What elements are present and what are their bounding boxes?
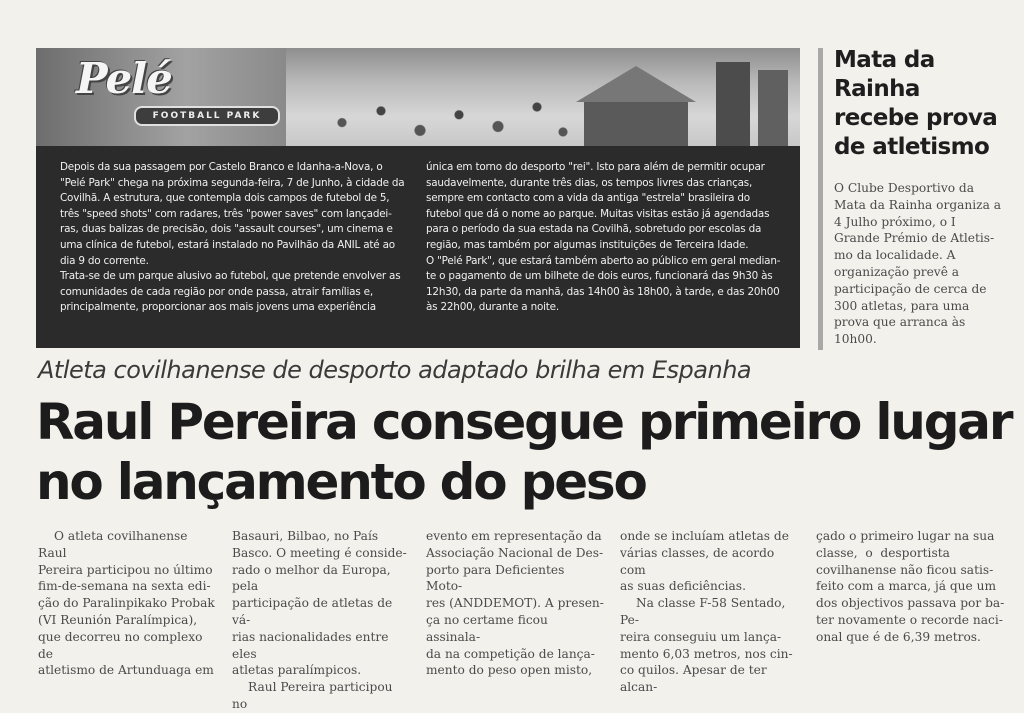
caption-line: Trata-se de um parque alusivo ao futebol, que pretende envolver as [60,270,401,283]
column-line: Pereira participou no último [38,562,213,577]
sidebar-body-line: 4 Julho próximo, o I [834,214,956,229]
column-line: ça no certame ficou assinala- [426,612,548,644]
sidebar-title-line: de atletismo [834,134,990,160]
sidebar-rule [818,48,823,350]
column-line: que decorreu no complexo de [38,629,203,661]
sidebar-title-line: Mata da [834,47,935,73]
pele-park-photo [36,48,800,146]
column-line: Associação Nacional de Des- [426,545,604,560]
article-column-4 [620,528,798,696]
article-column-5 [816,528,1006,646]
sidebar-body-line: organização prevê a [834,264,960,279]
column-line: Basauri, Bilbao, no País [232,529,379,543]
caption-line: "Pelé Park" chega na próxima segunda-feira, 7 de Junho, à cidade da [60,176,405,189]
photo-box [36,48,800,348]
caption-line: às 22h00, durante a noite. [426,301,559,314]
sidebar-title [834,46,1014,162]
column-line: Na classe F-58 Sentado, Pe- [620,596,786,627]
article-column-1 [38,528,216,679]
column-line: (VI Reunión Paralímpica), [38,612,198,627]
column-line: atletas paralímpicos. [232,663,362,678]
caption-line: Covilhã. A estrutura, que contempla dois campos de futebol de 5, [60,192,390,205]
caption-line: única em torno do desporto "rei". Isto para além de permitir ocupar [426,161,765,173]
column-line: feito com a marca, já que um [816,579,997,594]
article-kicker: Atleta covilhanense de desporto adaptado brilha em Espanha [38,356,752,384]
column-line: evento em representação da [426,529,602,543]
caption-line: te o pagamento de um bilhete de dois euros, funcionará das 9h30 às [426,270,773,283]
article-column-3 [426,528,604,679]
column-line: ção do Paralinpikako Probak [38,596,215,611]
sidebar-body-line: participação de cerca de [834,281,987,296]
column-line: covilhanense não ficou satis- [816,562,994,577]
sidebar-body [834,180,1004,348]
sidebar-body-line: O Clube Desportivo da [834,181,974,195]
photo-caption-right [426,160,788,316]
headline-line: Raul Pereira consegue primeiro lugar [36,393,1012,451]
column-line: çado o primeiro lugar na sua [816,529,995,543]
column-line: co quilos. Apesar de ter alcan- [620,663,767,695]
article-column-2 [232,528,410,713]
column-line: dos objectivos passava por ba- [816,596,1005,611]
sidebar-body-line: Mata da Rainha organiza a [834,197,1001,212]
photo-tent [576,66,696,102]
column-line: porto para Deficientes Moto- [426,562,565,594]
column-line: classe, o desportista [816,545,950,560]
caption-line: 12h30, da parte da manhã, das 14h00 às 18h00, à tarde, e das 20h00 [426,285,780,298]
caption-line: sempre em contacto com a vida da antiga "estrela" brasileira do [426,192,750,205]
column-line: mento 6,03 metros, nos cin- [620,646,793,661]
column-line: O atleta covilhanense Raul [38,529,188,560]
headline-line: no lançamento do peso [36,453,646,511]
photo-tent-base [584,102,688,146]
caption-line: dia 9 do corrente. [60,254,149,267]
column-line: da na competição de lança- [426,646,595,661]
football-park-badge: FOOTBALL PARK [134,106,280,126]
column-line: rias nacionalidades entre eles [232,629,389,661]
column-line: mento do peso open misto, [426,663,593,678]
sidebar-title-line: recebe prova [834,105,998,131]
column-line: as suas deficiências. [620,579,746,594]
caption-line: comunidades de cada região por onde passa, atrair famílias e, [60,285,373,298]
photo-crowd [316,68,576,146]
caption-line: para o período da sua estada na Covilhã, sobretudo por escolas da [426,223,762,236]
sidebar-body-line: Grande Prémio de Atletis- [834,231,995,246]
caption-line: ras, duas balizas de precisão, dois "assault courses", um cinema e [60,223,393,236]
column-line: onal que é de 6,39 metros. [816,629,981,644]
photo-banner-2 [758,70,788,146]
caption-line: três "speed shots" com radares, três "power saves" com lançadei- [60,207,392,220]
column-line: fim-de-semana na sexta edi- [38,579,211,594]
column-line: onde se incluíam atletas de [620,529,789,543]
pele-logo: Pelé [76,54,172,103]
photo-caption-left [60,160,422,316]
article-headline [36,392,1012,512]
sidebar-body-line: mo da localidade. A [834,248,956,263]
column-line: várias classes, de acordo com [620,545,775,577]
column-line: ter novamente o recorde naci- [816,612,1003,627]
column-line: participação de atletas de vá- [232,596,393,627]
column-line: atletismo de Artunduaga em [38,663,214,678]
caption-line: Depois da sua passagem por Castelo Branco e Idanha-a-Nova, o [60,161,383,173]
sidebar-body-line: prova que arranca às [834,315,966,330]
photo-banner [716,62,750,146]
caption-line: futebol que dá o nome ao parque. Muitas visitas estão já agendadas [426,207,770,220]
column-line: res (ANDDEMOT). A presen- [426,596,604,611]
caption-line: saudavelmente, durante três dias, os tempos livres das crianças, [426,176,753,189]
sidebar-title-line: Rainha [834,76,920,102]
caption-line: uma clínica de futebol, estará instalado no Pavilhão da ANIL até ao [60,238,395,251]
sidebar-body-line: 300 atletas, para uma [834,298,970,313]
column-line: Basco. O meeting é conside- [232,545,407,560]
column-line: rado o melhor da Europa, pela [232,562,391,594]
caption-line: principalmente, proporcionar aos mais jovens uma experiência [60,301,376,314]
sidebar-body-line: 10h00. [834,332,877,347]
column-line: reira conseguiu um lança- [620,629,782,644]
caption-line: O "Pelé Park", que estará também aberto ao público em geral median- [426,254,781,267]
caption-line: região, mas também por algumas instituições de Terceira Idade. [426,238,749,251]
column-line: Raul Pereira participou no [232,680,393,711]
